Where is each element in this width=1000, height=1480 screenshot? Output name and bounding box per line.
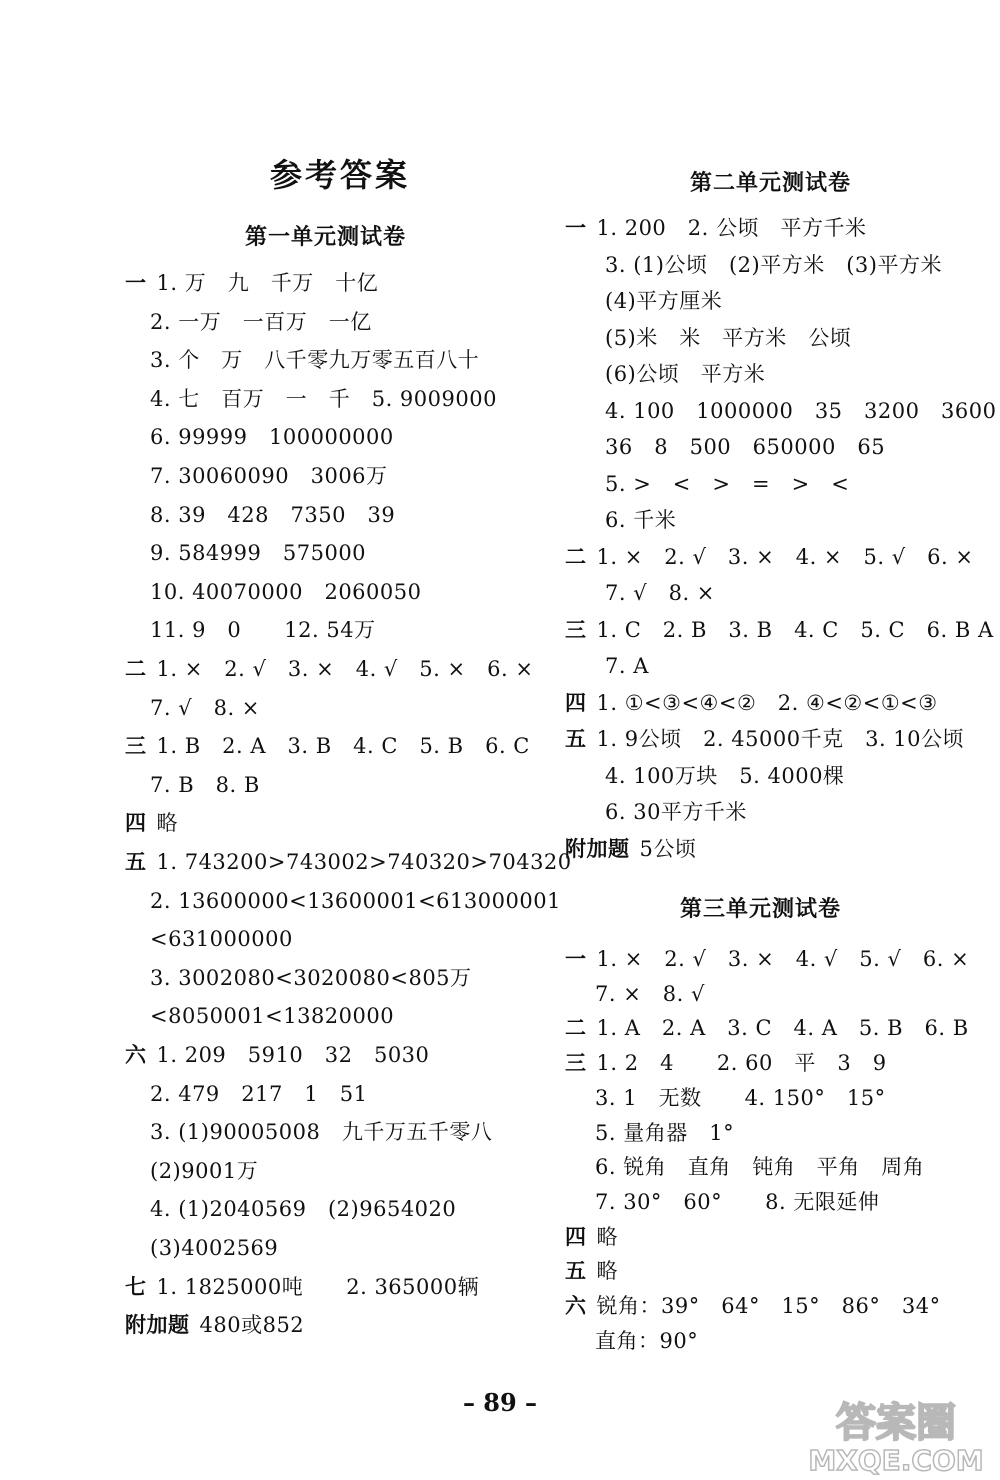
answer-line [595,979,705,1009]
answer-text: 略 [596,1224,618,1249]
answer-line [150,1001,394,1031]
answer-text: 7. × 8. √ [595,981,705,1006]
answer-line [150,886,561,916]
answer-text: 略 [596,1259,618,1284]
answer-line [150,1233,278,1263]
answer-text: 5公顷 [639,836,697,861]
section-label: 二 [125,657,147,681]
answer-line [150,963,472,993]
answer-line [150,1079,367,1109]
unit2-title: 第二单元测试卷 [690,171,852,196]
answer-text: 8. 39 428 7350 39 [150,502,396,527]
answer-line [150,693,260,723]
answer-line [605,286,722,316]
answer-text: 1. 743200>743002>740320>704320 [156,850,572,874]
answer-line [605,432,885,462]
answer-line [150,538,366,568]
answer-text: 3. 1 无数 4. 150° 15° [595,1085,886,1110]
answer-text: 1. 209 5910 32 5030 [156,1043,430,1067]
answer-line [605,396,996,426]
answer-text: 10. 40070000 2060050 [150,579,422,604]
answer-text: 6. 千米 [605,508,677,532]
answer-text: 锐角：39° 64° 15° 86° 34° [596,1294,941,1318]
answer-line [565,834,696,864]
section-label: 七 [125,1274,147,1299]
answer-text: 6. 锐角 直角 钝角 平角 周角 [595,1155,925,1180]
section-label: 二 [565,544,587,569]
answer-text: 1. 2 4 2. 60 平 3 9 [596,1051,887,1076]
answer-text: 4. 七 百万 一 千 5. 9009000 [150,386,497,411]
section-label: 五 [125,850,147,874]
answer-line [565,213,867,243]
answer-line [150,1117,492,1147]
answer-text: 480或852 [199,1313,305,1338]
answer-line [605,505,676,535]
answer-line [565,1256,618,1286]
answer-line [125,654,533,684]
answer-text: 6. 99999 100000000 [150,425,394,450]
answer-text: 3. (1)公顷 (2)平方米 (3)平方米 [605,252,942,277]
answer-text: 1. 1825000吨 2. 365000辆 [156,1274,480,1299]
answer-line [150,500,395,530]
answer-line [150,461,388,491]
answer-line [605,797,747,827]
answer-line [605,250,942,280]
answer-line [605,761,844,791]
page-number: – 89 – [462,1388,538,1417]
answer-line [125,268,378,298]
answer-text: 7. 30060090 3006万 [150,464,388,488]
section-label: 五 [565,727,587,751]
answer-text: 7. A [605,654,649,678]
watermark-text-bottom: MXQE.COM [808,1444,984,1476]
answer-text: <631000000 [150,927,293,952]
unit1-title: 第一单元测试卷 [245,225,407,250]
answer-line [565,1013,969,1043]
answer-text: 3. 个 万 八千零九万零五百八十 [150,348,480,373]
answer-line [565,724,964,754]
answer-text: 7. 30° 60° 8. 无限延伸 [595,1189,880,1214]
answer-text: 略 [156,811,178,836]
answer-text: 直角：90° [595,1328,699,1353]
watermark-text-top: 答案圈 [836,1400,956,1446]
answer-text: (3)4002569 [150,1236,279,1260]
answer-text: 2. 479 217 1 51 [150,1081,368,1106]
answer-line [605,323,851,353]
answer-line [605,469,849,499]
answer-line [150,924,293,954]
answer-line [125,847,572,877]
answer-line [150,1156,258,1186]
answer-text: 4. 100万块 5. 4000棵 [605,763,845,788]
answer-text: 3. 3002080<3020080<805万 [150,965,472,990]
answer-line [605,651,649,681]
answer-line [595,1326,698,1356]
answer-line [125,1310,304,1340]
answer-text: 2. 13600000<13600001<613000001 [150,888,561,913]
answer-text: (5)米 米 平方米 公顷 [605,325,852,350]
section-label: 六 [125,1043,147,1067]
answer-text: 1. 200 2. 公顷 平方千米 [596,216,867,240]
unit3-title: 第三单元测试卷 [680,897,842,922]
answer-line [150,307,372,337]
answer-text: (6)公顷 平方米 [605,362,766,386]
answer-line [150,615,376,645]
page-title: 参考答案 [270,156,411,194]
answer-text: 1. B 2. A 3. B 4. C 5. B 6. C [156,734,530,759]
answer-line [595,1152,924,1182]
answer-text: 9. 584999 575000 [150,541,367,566]
answer-line [565,1048,887,1078]
section-label: 三 [125,734,147,759]
section-label: 二 [565,1016,587,1041]
answer-line [125,1040,429,1070]
answer-text: 7. √ 8. × [605,581,715,605]
section-label: 三 [565,1051,587,1076]
answer-text: 6. 30平方千米 [605,800,747,824]
answer-text: 1. A 2. A 3. C 4. A 5. B 6. B [596,1016,969,1041]
answer-line [565,1291,941,1321]
answer-text: 1. × 2. √ 3. × 4. √ 5. √ 6. × [596,947,970,971]
answer-line [150,422,394,452]
answer-text: 4. (1)2040569 (2)9654020 [150,1197,457,1222]
answer-line [150,577,422,607]
section-label: 四 [565,1224,587,1249]
answer-text: 2. 一万 一百万 一亿 [150,309,372,334]
answer-text: (4)平方厘米 [605,289,723,313]
answer-text: 1. × 2. √ 3. × 4. √ 5. × 6. × [156,657,534,681]
answer-line [150,770,260,800]
section-label: 附加题 [565,836,630,861]
answer-line [150,345,479,375]
answer-text: 1. ①<③<④<② 2. ④<②<①<③ [596,690,938,715]
section-label: 一 [125,271,147,295]
answer-line [595,1083,886,1113]
answer-line [565,542,973,572]
answer-line [595,1187,879,1217]
section-label: 一 [565,947,587,971]
answer-line [565,615,994,645]
watermark-logo [798,1394,994,1476]
section-label: 附加题 [125,1313,190,1338]
answer-text: 1. × 2. √ 3. × 4. × 5. √ 6. × [596,544,974,569]
answer-line [125,1272,479,1302]
answer-text: 5. 量角器 1° [595,1120,735,1145]
answer-line [125,731,530,761]
answer-line [565,944,969,974]
answer-line [565,688,938,718]
answer-line [605,578,715,608]
section-label: 一 [565,216,587,240]
answer-text: 7. √ 8. × [150,695,260,720]
answer-text: 4. 100 1000000 35 3200 3600 [605,398,997,423]
answer-text: 1. 万 九 千万 十亿 [156,271,379,295]
answer-text: 11. 9 0 12. 54万 [150,618,376,643]
answer-text: (2)9001万 [150,1158,259,1183]
section-label: 三 [565,617,587,642]
answer-line [125,808,178,838]
answer-text: 1. 9公顷 2. 45000千克 3. 10公顷 [596,727,965,751]
answer-line [595,1118,734,1148]
answer-text: 7. B 8. B [150,772,260,797]
answer-text: 5. > < > = > < [605,471,850,496]
answer-line [150,1194,456,1224]
answer-text: <8050001<13820000 [150,1004,395,1029]
section-label: 五 [565,1259,587,1284]
answer-line [565,1222,618,1252]
section-label: 六 [565,1294,587,1318]
answer-line [150,384,497,414]
section-label: 四 [565,690,587,715]
answer-line [605,359,765,389]
answer-text: 1. C 2. B 3. B 4. C 5. C 6. B A [596,617,994,642]
answer-text: 36 8 500 650000 65 [605,435,886,459]
section-label: 四 [125,811,147,836]
answer-text: 3. (1)90005008 九千万五千零八 [150,1120,493,1145]
